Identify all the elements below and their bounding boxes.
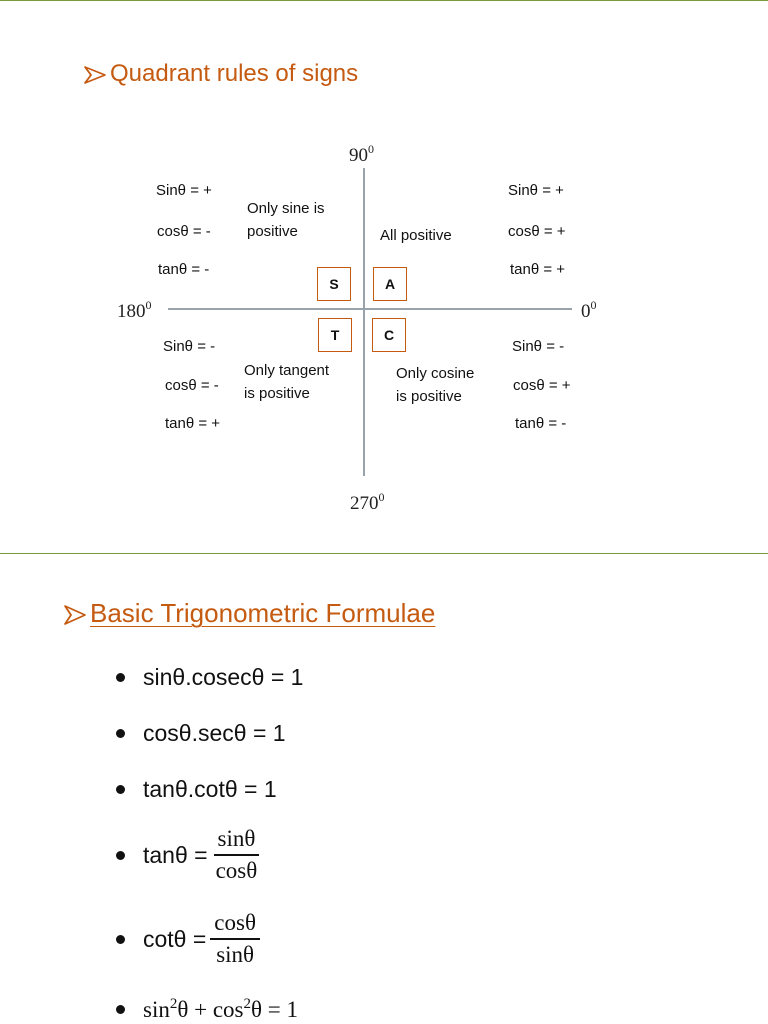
quadrant-a-box: A <box>373 267 407 301</box>
angle-90: $90^0$ <box>349 142 374 166</box>
quadrant-s-box: S <box>317 267 351 301</box>
formula-item <box>110 720 286 747</box>
quadrant-c-box: C <box>372 318 406 352</box>
q4-tan: tanθ = - <box>515 415 567 432</box>
fraction <box>210 910 260 968</box>
fraction <box>212 826 262 884</box>
formula-text: tanθ.cotθ = 1 <box>143 776 277 802</box>
q1-description: All positive <box>380 227 452 244</box>
formula-item <box>110 664 303 691</box>
arrow-bullet-icon <box>64 598 86 629</box>
quadrant-heading-text: Quadrant rules of signs <box>110 60 359 87</box>
formula-lhs: cotθ = <box>143 925 207 952</box>
q3-description: Only tangent is positive <box>244 362 330 402</box>
formulae-heading <box>64 598 435 629</box>
fraction-denominator: sinθ <box>216 942 255 967</box>
section-divider <box>0 553 768 554</box>
quadrant-heading <box>84 60 358 88</box>
q3-sin: Sinθ = - <box>163 338 216 355</box>
q3-cos: cosθ = - <box>165 377 219 394</box>
bullet-dot-icon <box>116 729 125 738</box>
formula-text: $\sin^2\theta + \cos^2\theta = 1$ <box>143 996 298 1022</box>
quadrant-t-box: T <box>318 318 352 352</box>
fraction-numerator: sinθ <box>214 826 260 856</box>
vertical-axis <box>363 168 365 476</box>
q2-tan: tanθ = - <box>158 261 210 278</box>
formula-lhs: tanθ = <box>143 841 208 868</box>
formula-item <box>110 996 298 1023</box>
q2-cos: cosθ = - <box>157 223 211 240</box>
q1-tan: tanθ = + <box>510 261 566 278</box>
fraction-denominator: cosθ <box>215 858 258 883</box>
formula-item <box>110 910 260 968</box>
angle-270: $270^0$ <box>350 490 385 514</box>
q2-description: Only sine is positive <box>247 200 325 240</box>
bullet-dot-icon <box>116 785 125 794</box>
formulae-heading-text: Basic Trigonometric Formulae <box>90 598 436 628</box>
q2-sin: Sinθ = + <box>156 182 212 199</box>
bullet-dot-icon <box>116 673 125 682</box>
formula-text: cosθ.secθ = 1 <box>143 720 286 746</box>
angle-180: $180^0$ <box>117 298 152 322</box>
q4-sin: Sinθ = - <box>512 338 565 355</box>
q1-cos: cosθ = + <box>508 223 566 240</box>
horizontal-axis <box>168 308 572 310</box>
angle-0: $0^0$ <box>581 298 597 322</box>
bullet-dot-icon <box>116 935 125 944</box>
q4-cos: cosθ = + <box>513 377 571 394</box>
q3-tan: tanθ = + <box>165 415 221 432</box>
top-rule <box>0 0 768 1</box>
formula-text: sinθ.cosecθ = 1 <box>143 664 304 690</box>
q1-sin: Sinθ = + <box>508 182 564 199</box>
fraction-numerator: cosθ <box>210 910 260 940</box>
q4-description: Only cosine is positive <box>396 365 475 405</box>
arrow-bullet-icon <box>84 60 106 88</box>
formula-item <box>110 776 277 803</box>
formula-item <box>110 826 261 884</box>
bullet-dot-icon <box>116 1005 125 1014</box>
bullet-dot-icon <box>116 851 125 860</box>
